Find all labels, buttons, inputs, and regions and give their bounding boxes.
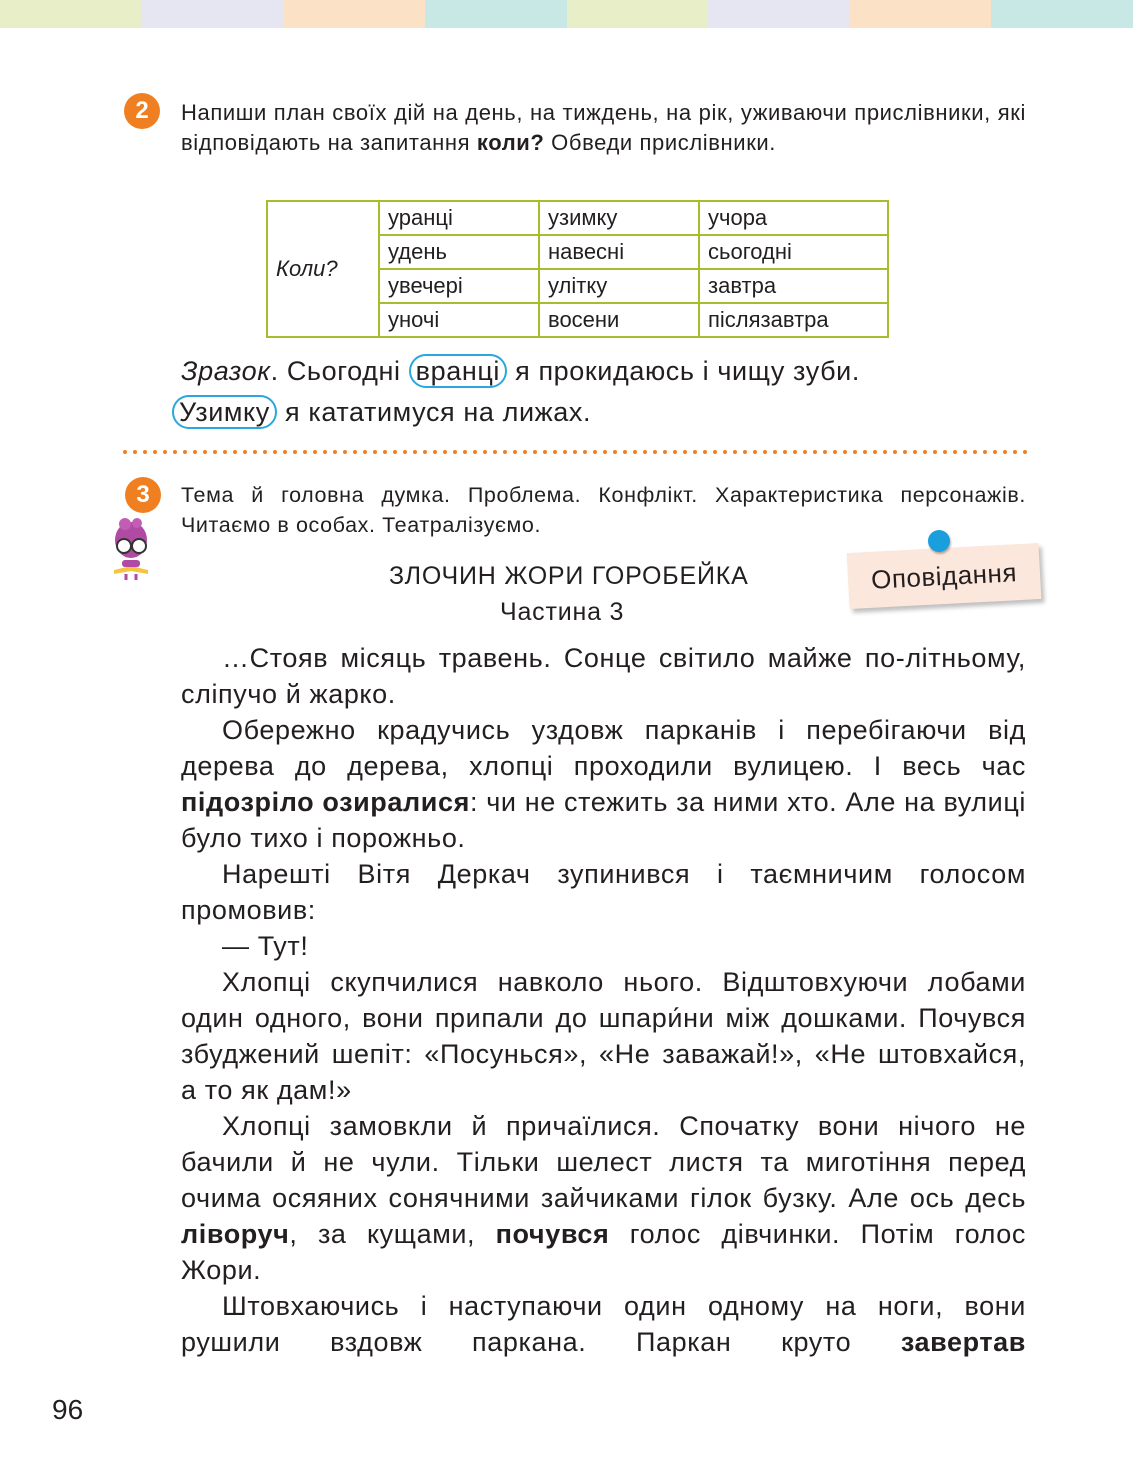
stripe-segment (0, 0, 142, 28)
page-number: 96 (52, 1394, 84, 1425)
task-2-question-bold: коли? (476, 129, 545, 155)
task-2-text-b: Обведи прислівники. (544, 129, 777, 155)
table-cell: сьогодні (699, 235, 888, 269)
story-title: ЗЛОЧИН ЖОРИ ГОРОБЕЙКА (389, 562, 749, 590)
task-2-instructions (181, 98, 1026, 157)
story-fragment: голос дівчинки. Потім голос Жори. (181, 1219, 1027, 1285)
table-cell: восени (539, 303, 699, 337)
table-cell: узимку (539, 201, 699, 235)
table-cell: улітку (539, 269, 699, 303)
table-cell: учора (699, 201, 888, 235)
table-cell: навесні (539, 235, 699, 269)
story-fragment: : чи не стежить за ними хто. Але на вулиці було тихо і порожньо. (181, 787, 1027, 853)
story-part: Частина 3 (500, 598, 625, 626)
adverb-table (266, 200, 889, 338)
story-fragment: Штовхаючись і наступаючи один одному на ноги, вони рушили вздовж паркана. Паркан круто (181, 1291, 1026, 1357)
stripe-segment (567, 0, 709, 28)
task-2-number-badge: 2 (124, 93, 160, 129)
table-cell: післязавтра (699, 303, 888, 337)
circled-adverb: Узимку (172, 395, 277, 429)
task-3-number-badge: 3 (125, 477, 161, 513)
story-paragraph (181, 1108, 1026, 1288)
table-cell: уранці (379, 201, 539, 235)
sample-label: Зразок (181, 356, 271, 386)
table-cell: завтра (699, 269, 888, 303)
dotted-separator (122, 447, 1030, 457)
story-bold-word: підозріло озиралися (181, 787, 470, 817)
story-bold-word: завертав (900, 1327, 1026, 1357)
story-fragment: Хлопці замовкли й причаїлися. Спочатку вони нічого не бачили й не чули. Тільки шелест листя та миготіння перед очима осяяних сонячними зайчиками гілок бузку. Але ось десь (181, 1111, 1026, 1213)
stripe-segment (708, 0, 850, 28)
stripe-segment (425, 0, 567, 28)
pin-icon (928, 530, 950, 552)
reading-mascot-icon (106, 514, 156, 582)
task-2-text-a: Напиши план своїх дій на день, на тиждень, на рік, уживаючи прислівники, які відповідають на запитання (181, 100, 1026, 155)
table-row (267, 201, 888, 235)
story-fragment: Обережно крадучись уздовж парканів і перебігаючи від дерева до дерева, хлопці проходили вулицею. І весь час (181, 715, 1026, 781)
story-paragraph (181, 712, 1026, 856)
story-paragraph: Хлопці скупчилися навколо нього. Відштовхуючи лобами один одного, вони припали до шпари́ни між дошками. Почувся збуджений шепіт: «Посунься», «Не заважай!», «Не штовхайся, а то як дам!» (181, 967, 1026, 1105)
story-bold-word: ліворуч (181, 1219, 290, 1249)
task-3-instructions: Тема й головна думка. Проблема. Конфлікт. Характеристика персонажів. Читаємо в особах. Театралізуємо. (181, 483, 1026, 537)
stripe-segment (991, 0, 1133, 28)
story-bold-word: почувся (495, 1219, 610, 1249)
genre-label: Оповідання (870, 556, 1018, 595)
story-paragraph: …Стояв місяць травень. Сонце світило майже по-літньому, сліпучо й жарко. (181, 643, 1026, 709)
table-cell: уночі (379, 303, 539, 337)
table-question-cell: Коли? (267, 201, 379, 337)
sample-line-2 (172, 397, 591, 428)
sample-line-1 (181, 356, 860, 387)
sample-text: я кататимуся на лижах. (276, 397, 592, 427)
stripe-segment (283, 0, 425, 28)
genre-label-card (847, 543, 1042, 609)
sample-text: . Сьогодні (270, 356, 409, 386)
story-paragraph: Нарешті Вітя Деркач зупинився і таємничим голосом промовив: (181, 859, 1026, 925)
story-fragment: , за кущами, (289, 1219, 496, 1249)
stripe-segment (142, 0, 284, 28)
story-text (181, 640, 1026, 1360)
table-cell: удень (379, 235, 539, 269)
top-color-stripe (0, 0, 1133, 28)
circled-adverb: вранці (409, 354, 507, 388)
story-paragraph: — Тут! (222, 931, 309, 961)
story-paragraph (181, 1288, 1026, 1360)
sample-text: я прокидаюсь і чищу зуби. (507, 356, 860, 386)
stripe-segment (850, 0, 992, 28)
table-cell: увечері (379, 269, 539, 303)
